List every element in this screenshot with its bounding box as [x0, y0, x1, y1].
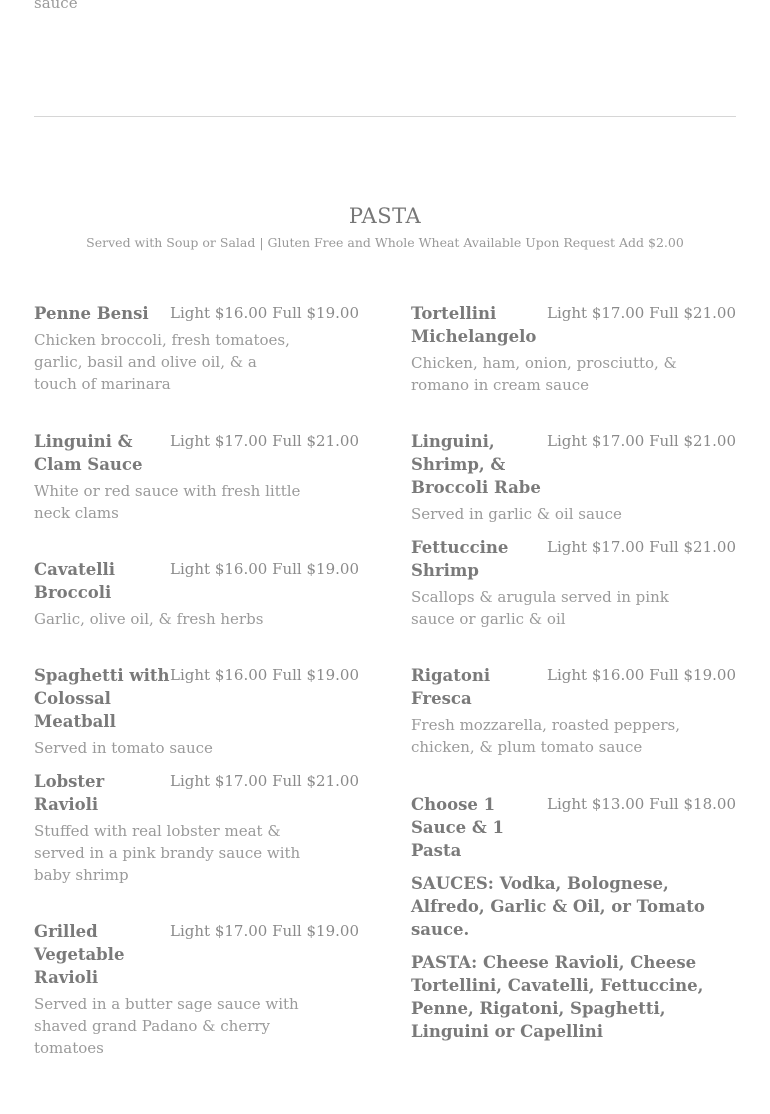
menu-item-tortellini-michelangelo [411, 302, 736, 396]
item-price: Light $17.00 Full $21.00 [547, 538, 736, 556]
item-description: Garlic, olive oil, & fresh herbs [34, 610, 264, 628]
item-description: Fresh mozzarella, roasted peppers, chicken, & plum tomato sauce [411, 716, 681, 756]
sauces-note: SAUCES: Vodka, Bolognese, Alfredo, Garlic & Oil, or Tomato sauce. [411, 874, 705, 939]
item-name: Linguini & Clam Sauce [34, 432, 143, 474]
item-name: Spaghetti with Colossal Meatball [34, 666, 170, 731]
item-name: Cavatelli Broccoli [34, 560, 116, 602]
item-name: Rigatoni Fresca [411, 666, 491, 708]
pasta-note: PASTA: Cheese Ravioli, Cheese Tortellini, Cavatelli, Fettuccine, Penne, Rigatoni, Spaghetti, Linguini or Capellini [411, 953, 704, 1041]
item-price: Light $17.00 Full $21.00 [170, 772, 359, 790]
item-name: Fettuccine Shrimp [411, 538, 509, 580]
item-price: Light $13.00 Full $18.00 [547, 795, 736, 813]
item-price: Light $16.00 Full $19.00 [170, 666, 359, 684]
section-subtitle: Served with Soup or Salad | Gluten Free and Whole Wheat Available Upon Request Add $2.00 [86, 235, 684, 250]
menu-item-linguini-clam-sauce [34, 430, 359, 524]
item-description: Stuffed with real lobster meat & served in a pink brandy sauce with baby shrimp [34, 822, 301, 884]
item-description: Chicken, ham, onion, prosciutto, & romano in cream sauce [411, 354, 677, 394]
menu-item-rigatoni-fresca [411, 664, 736, 758]
item-description: Served in garlic & oil sauce [411, 505, 622, 523]
menu-item-linguini-shrimp-broccoli-rabe [411, 430, 736, 525]
item-description: Served in tomato sauce [34, 739, 213, 757]
item-name: Penne Bensi [34, 304, 149, 323]
item-price: Light $16.00 Full $19.00 [547, 666, 736, 684]
item-description: Scallops & arugula served in pink sauce or garlic & oil [411, 588, 669, 628]
menu-item-lobster-ravioli [34, 770, 359, 886]
menu-item-penne-bensi [34, 302, 359, 395]
item-description: Served in a butter sage sauce with shaved grand Padano & cherry tomatoes [34, 995, 299, 1057]
menu-item-fettuccine-shrimp [411, 536, 736, 630]
item-name: Grilled Vegetable Ravioli [34, 922, 125, 987]
item-price: Light $17.00 Full $21.00 [170, 432, 359, 450]
section-divider [34, 116, 736, 117]
item-name: Lobster Ravioli [34, 772, 105, 814]
item-name: Choose 1 Sauce & 1 Pasta [411, 795, 505, 860]
item-description: White or red sauce with fresh little neck clams [34, 482, 301, 522]
item-price: Light $17.00 Full $19.00 [170, 922, 359, 940]
item-name: Tortellini Michelangelo [411, 304, 537, 346]
item-description: Chicken broccoli, fresh tomatoes, garlic, basil and olive oil, & a touch of marinara [34, 331, 290, 393]
item-name: Linguini, Shrimp, & Broccoli Rabe [411, 432, 541, 497]
menu-item-grilled-vegetable-ravioli [34, 920, 359, 1059]
menu-item-cavatelli-broccoli [34, 558, 359, 630]
item-price: Light $16.00 Full $19.00 [170, 560, 359, 578]
item-price: Light $17.00 Full $21.00 [547, 304, 736, 322]
menu-item-spaghetti-meatball [34, 664, 359, 759]
item-price: Light $16.00 Full $19.00 [170, 304, 359, 322]
previous-section-text: sauce [34, 0, 78, 12]
menu-item-choose-sauce-pasta [411, 793, 736, 862]
item-price: Light $17.00 Full $21.00 [547, 432, 736, 450]
section-title: PASTA [348, 204, 422, 228]
